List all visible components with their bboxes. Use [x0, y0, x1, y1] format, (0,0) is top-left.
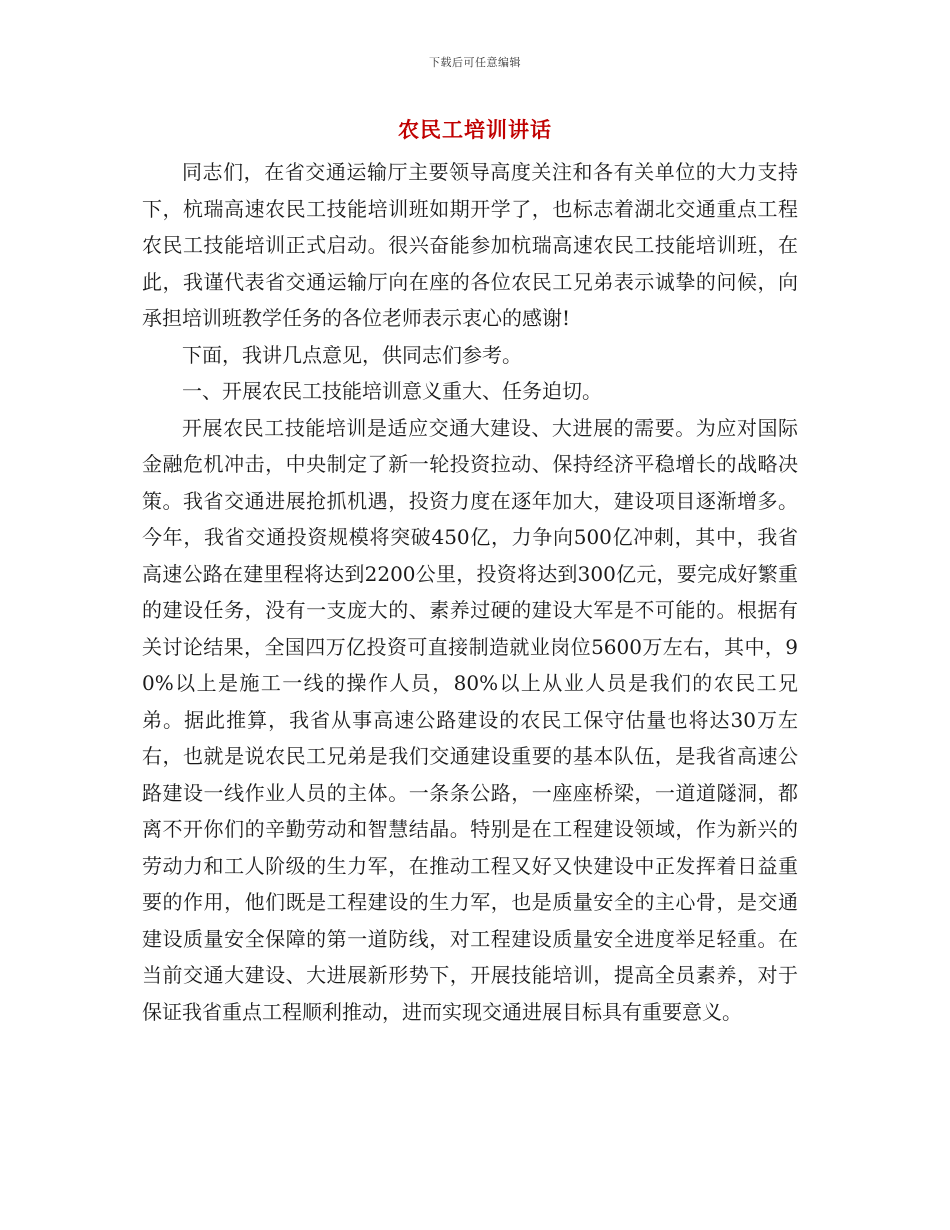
paragraph-greeting: 同志们，在省交通运输厅主要领导高度关注和各有关单位的大力支持下，杭瑞高速农民工技能培训班如期开学了，也标志着湖北交通重点工程农民工技能培训正式启动。很兴奋能参加杭瑞高速农民工技能培训班，在此，我谨代表省交通运输厅向在座的各位农民工兄弟表示诚挚的问候，向承担培训班教学任务的各位老师表示衷心的感谢!: [142, 160, 798, 330]
document-title: 农民工培训讲话: [398, 117, 552, 142]
document-body: [142, 154, 798, 1030]
paragraph-section-heading: 一、开展农民工技能培训意义重大、任务迫切。: [182, 379, 602, 403]
paragraph-intro: 下面，我讲几点意见，供同志们参考。: [182, 342, 522, 367]
paragraph-section-body: 开展农民工技能培训是适应交通大建设、大进展的需要。为应对国际金融危机冲击，中央制定了新一轮投资拉动、保持经济平稳增长的战略决策。我省交通进展抢抓机遇，投资力度在逐年加大，建设项目逐渐增多。今年，我省交通投资规模将突破450亿，力争向500亿冲刺，其中，我省高速公路在建里程将达到2200公里，投资将达到300亿元，要完成好繁重的建设任务，没有一支庞大的、素养过硬的建设大军是不可能的。根据有关讨论结果，全国四万亿投资可直接制造就业岗位5600万左右，其中，90%以上是施工一线的操作人员，80%以上从业人员是我们的农民工兄弟。据此推算，我省从事高速公路建设的农民工保守估量也将达30万左右，也就是说农民工兄弟是我们交通建设重要的基本队伍，是我省高速公路建设一线作业人员的主体。一条条公路，一座座桥梁，一道道隧洞，都离不开你们的辛勤劳动和智慧结晶。特别是在工程建设领域，作为新兴的劳动力和工人阶级的生力军，在推动工程又好又快建设中正发挥着日益重要的作用，他们既是工程建设的生力军，也是质量安全的主心骨，是交通建设质量安全保障的第一道防线，对工程建设质量安全进度举足轻重。在当前交通大建设、大进展新形势下，开展技能培训，提高全员素养，对于保证我省重点工程顺利推动，进而实现交通进展目标具有重要意义。: [142, 415, 798, 1024]
header-note: 下载后可任意编辑: [429, 56, 521, 69]
